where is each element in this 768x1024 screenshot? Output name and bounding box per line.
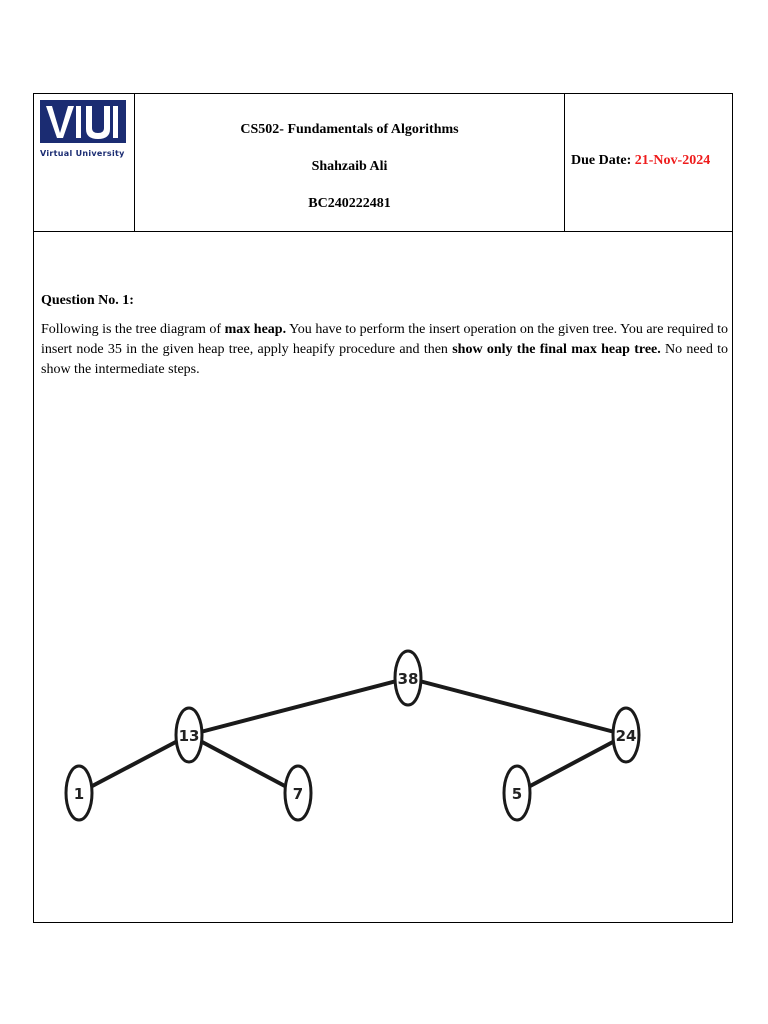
tree-node-label: 7: [292, 785, 304, 803]
question-emphasis-max-heap: max heap.: [224, 322, 287, 337]
question-text-3: No need to show the intermediate steps.: [41, 342, 729, 377]
tree-nodes: [66, 651, 639, 820]
student-id: BC240222481: [308, 196, 391, 211]
tree-node-right-left: [504, 766, 530, 820]
tree-node-label: 13: [178, 727, 200, 745]
question-text-2: You have to perform the insert operation on the given tree. You are required to insert node 35 in the given heap tree, apply heapify procedure and then: [41, 322, 728, 357]
question-title: Question No. 1:: [41, 293, 134, 308]
tree-node-label: 1: [73, 785, 85, 803]
logo-caption: Virtual University: [40, 149, 125, 158]
tree-node-label: 38: [397, 670, 419, 688]
tree-node-label: 5: [511, 785, 523, 803]
student-name: Shahzaib Ali: [311, 159, 388, 174]
tree-edges: [79, 678, 626, 793]
tree-node-left-right: [285, 766, 311, 820]
tree-edge-root-to-left: [189, 678, 408, 735]
course-title: CS502- Fundamentals of Algorithms: [240, 122, 459, 137]
tree-edge-left-to-left-left: [79, 735, 189, 793]
tree-node-left: [176, 708, 202, 762]
due-date-value: 21-Nov-2024: [634, 153, 711, 168]
tree-node-left-left: [66, 766, 92, 820]
question-text-1: Following is the tree diagram of: [41, 322, 225, 337]
question-emphasis-final-tree: show only the final max heap tree.: [452, 342, 661, 357]
tree-edge-root-to-right: [408, 678, 626, 735]
tree-edge-right-to-right-left: [517, 735, 626, 793]
tree-node-root: [395, 651, 421, 705]
due-date-label: Due Date:: [571, 153, 632, 168]
tree-edge-left-to-left-right: [189, 735, 298, 793]
tree-node-right: [613, 708, 639, 762]
tree-node-label: 24: [615, 727, 637, 745]
